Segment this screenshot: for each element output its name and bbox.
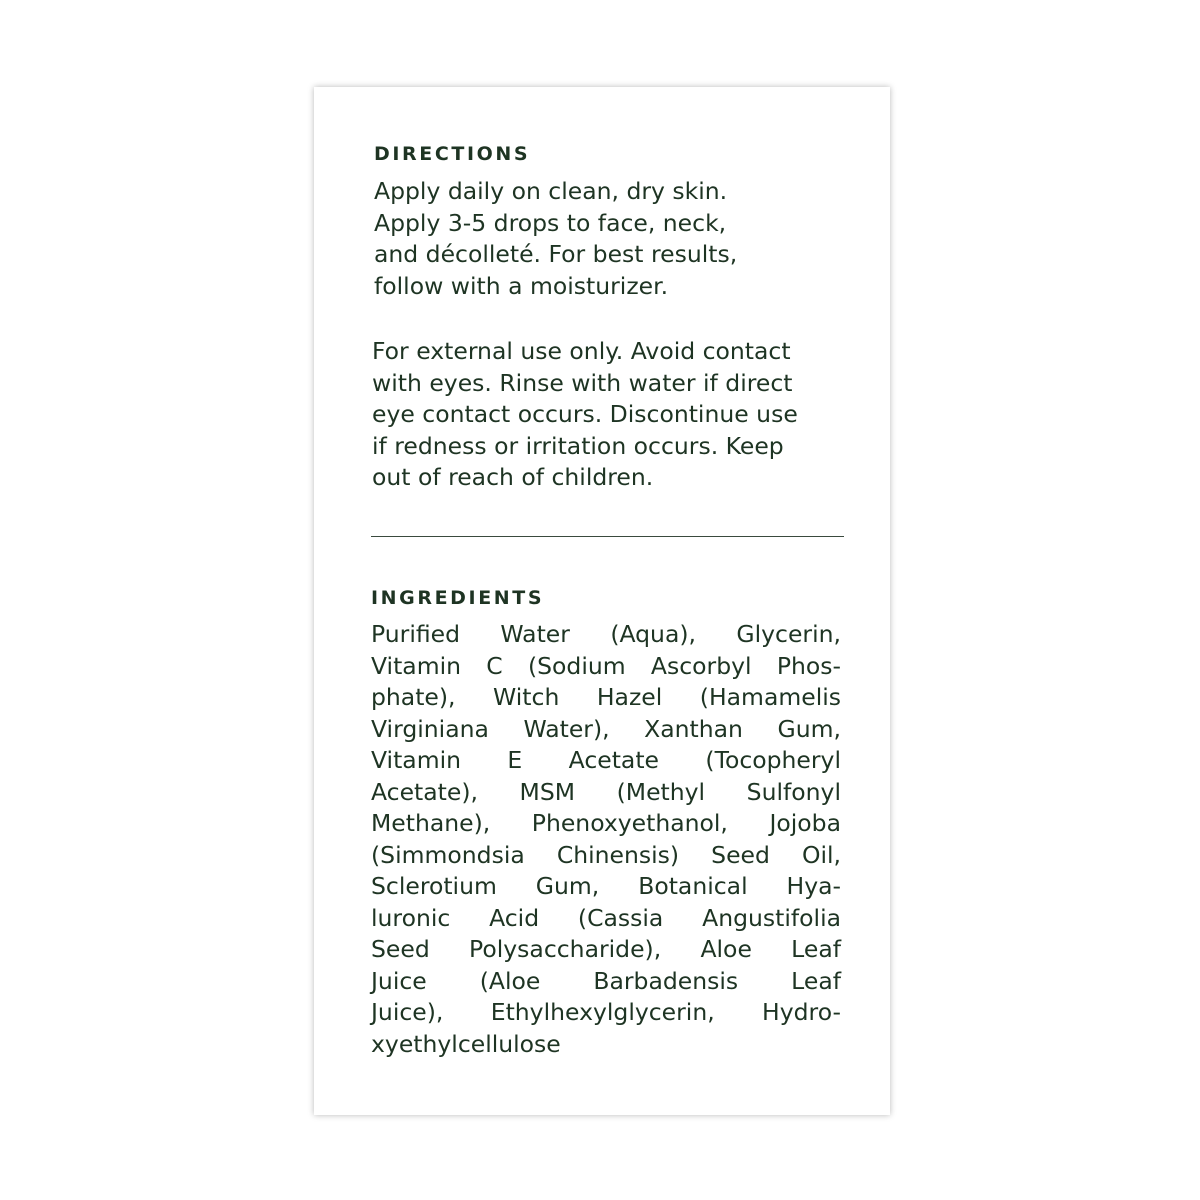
ingredients-line: Acetate), MSM (Methyl Sulfonyl [371, 777, 841, 806]
ingredients-text [371, 619, 841, 1060]
directions-text [374, 176, 844, 302]
directions-line: Apply daily on clean, dry skin. [374, 177, 728, 205]
product-label-card [314, 87, 890, 1115]
ingredients-line: (Simmondsia Chinensis) Seed Oil, [371, 840, 841, 869]
ingredients-line: phate), Witch Hazel (Hamamelis [371, 683, 841, 711]
ingredients-line: Juice), Ethylhexylglycerin, Hydro- [371, 998, 841, 1026]
ingredients-heading: INGREDIENTS [371, 587, 545, 609]
ingredients-line: Purified Water (Aqua), Glycerin, [371, 620, 841, 648]
ingredients-line: Vitamin C (Sodium Ascorbyl Phos- [371, 651, 841, 680]
warning-text [372, 336, 844, 494]
directions-line: and décolleté. For best results, [374, 240, 738, 268]
ingredients-line: Juice (Aloe Barbadensis Leaf [371, 966, 841, 995]
ingredients-line: Vitamin E Acetate (Tocopheryl [371, 746, 841, 774]
section-divider [371, 536, 844, 537]
directions-heading: DIRECTIONS [374, 143, 531, 165]
warning-line: out of reach of children. [372, 463, 654, 491]
ingredients-line: Seed Polysaccharide), Aloe Leaf [371, 935, 841, 963]
warning-line: eye contact occurs. Discontinue use [372, 400, 798, 428]
ingredients-line: Methane), Phenoxyethanol, Jojoba [371, 809, 841, 837]
ingredients-line: xyethylcellulose [371, 1029, 561, 1058]
warning-line: For external use only. Avoid contact [372, 337, 791, 365]
warning-line: if redness or irritation occurs. Keep [372, 431, 784, 460]
ingredients-line: Sclerotium Gum, Botanical Hya- [371, 872, 841, 900]
warning-line: with eyes. Rinse with water if direct [372, 368, 793, 397]
directions-line: Apply 3-5 drops to face, neck, [374, 208, 727, 237]
ingredients-line: luronic Acid (Cassia Angustifolia [371, 903, 841, 932]
ingredients-line: Virginiana Water), Xanthan Gum, [371, 714, 841, 743]
directions-line: follow with a moisturizer. [374, 271, 669, 300]
